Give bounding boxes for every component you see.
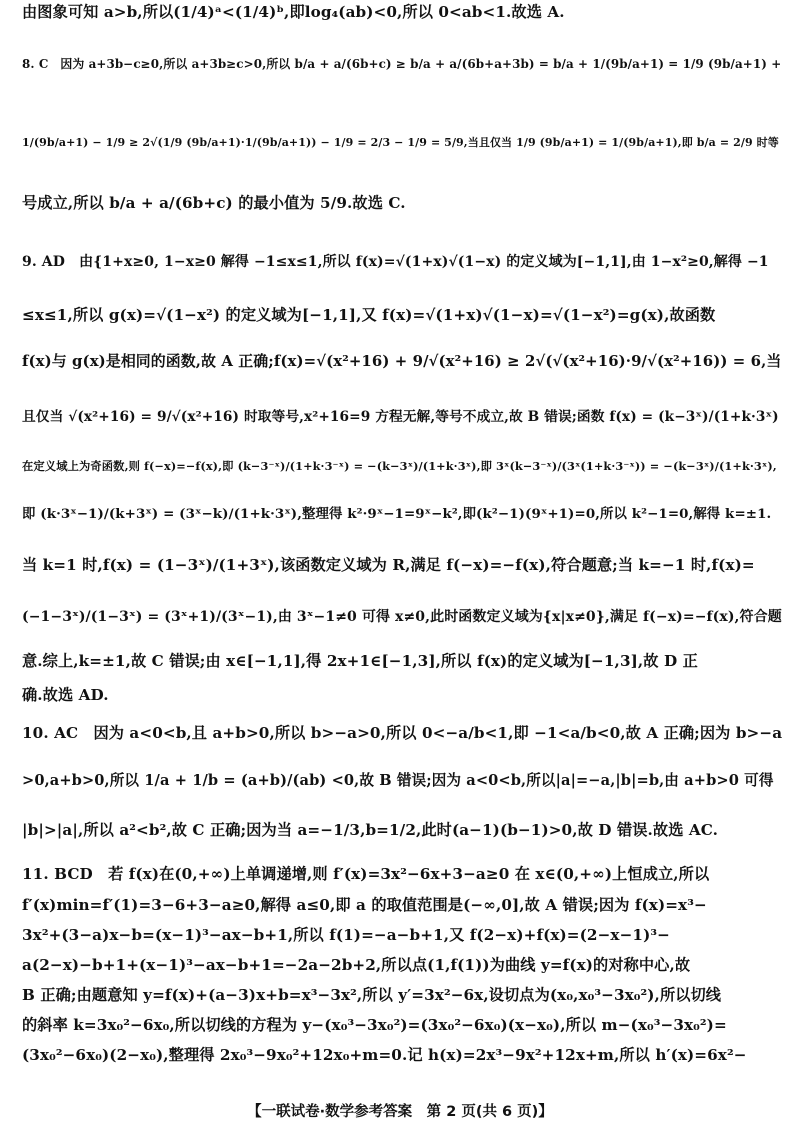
- text-line: 9. AD 由{1+x≥0, 1−x≥0 解得 −1≤x≤1,所以 f(x)=√(1+x)√(1−x) 的定义域为[−1,1],由 1−x²≥0,解得 −1: [22, 254, 769, 270]
- page-footer: 【一联试卷·数学参考答案 第 2 页(共 6 页)】: [247, 1104, 553, 1120]
- text-line: 且仅当 √(x²+16) = 9/√(x²+16) 时取等号,x²+16=9 方程无解,等号不成立,故 B 错误;函数 f(x) = (k−3ˣ)/(1+k·3ˣ): [22, 409, 779, 425]
- text-line: f(x)与 g(x)是相同的函数,故 A 正确;f(x)=√(x²+16) + 9/√(x²+16) ≥ 2√(√(x²+16)·9/√(x²+16)) = 6,当: [22, 352, 782, 370]
- text-line: 当 k=1 时,f(x) = (1−3ˣ)/(1+3ˣ),该函数定义域为 R,满足 f(−x)=−f(x),符合题意;当 k=−1 时,f(x)=: [22, 556, 755, 574]
- text-line: (−1−3ˣ)/(1−3ˣ) = (3ˣ+1)/(3ˣ−1),由 3ˣ−1≠0 可得 x≠0,此时函数定义域为{x|x≠0},满足 f(−x)=−f(x),符合题: [22, 609, 782, 625]
- text-line: 号成立,所以 b/a + a/(6b+c) 的最小值为 5/9.故选 C.: [22, 194, 406, 212]
- text-line: 即 (k·3ˣ−1)/(k+3ˣ) = (3ˣ−k)/(1+k·3ˣ),整理得 k²·9ˣ−1=9ˣ−k²,即(k²−1)(9ˣ+1)=0,所以 k²−1=0,解得 k=±1.: [22, 506, 772, 522]
- text-line: 的斜率 k=3x₀²−6x₀,所以切线的方程为 y−(x₀³−3x₀²)=(3x₀²−6x₀)(x−x₀),所以 m−(x₀³−3x₀²)=: [22, 1016, 727, 1034]
- text-line: 1/(9b/a+1) − 1/9 ≥ 2√(1/9 (9b/a+1)·1/(9b/a+1)) − 1/9 = 2/3 − 1/9 = 5/9,当且仅当 1/9 (9b/a+1) = 1/(9b/a+1),即 b/a = 2/9 时等: [22, 136, 779, 149]
- text-line: 3x²+(3−a)x−b=(x−1)³−ax−b+1,所以 f(1)=−a−b+1,又 f(2−x)+f(x)=(2−x−1)³−: [22, 926, 670, 944]
- text-line: 8. C 因为 a+3b−c≥0,所以 a+3b≥c>0,所以 b/a + a/(6b+c) ≥ b/a + a/(6b+a+3b) = b/a + 1/(9b/a+1) = 1/9 (9b/a+1) +: [22, 57, 782, 71]
- text-line: f′(x)min=f′(1)=3−6+3−a≥0,解得 a≤0,即 a 的取值范围是(−∞,0],故 A 错误;因为 f(x)=x³−: [22, 896, 707, 914]
- text-line: 10. AC 因为 a<0<b,且 a+b>0,所以 b>−a>0,所以 0<−a/b<1,即 −1<a/b<0,故 A 正确;因为 b>−a: [22, 724, 782, 742]
- text-line: a(2−x)−b+1+(x−1)³−ax−b+1=−2a−2b+2,所以点(1,f(1))为曲线 y=f(x)的对称中心,故: [22, 956, 691, 974]
- text-line: B 正确;由题意知 y=f(x)+(a−3)x+b=x³−3x²,所以 y′=3x²−6x,设切点为(x₀,x₀³−3x₀²),所以切线: [22, 986, 722, 1004]
- text-line: 11. BCD 若 f(x)在(0,+∞)上单调递增,则 f′(x)=3x²−6x+3−a≥0 在 x∈(0,+∞)上恒成立,所以: [22, 865, 710, 883]
- text-line: |b|>|a|,所以 a²<b²,故 C 正确;因为当 a=−1/3,b=1/2,此时(a−1)(b−1)>0,故 D 错误.故选 AC.: [22, 821, 719, 839]
- text-line: (3x₀²−6x₀)(2−x₀),整理得 2x₀³−9x₀²+12x₀+m=0.记 h(x)=2x³−9x²+12x+m,所以 h′(x)=6x²−: [22, 1046, 747, 1064]
- text-line: 在定义域上为奇函数,则 f(−x)=−f(x),即 (k−3⁻ˣ)/(1+k·3⁻ˣ) = −(k−3ˣ)/(1+k·3ˣ),即 3ˣ(k−3⁻ˣ)/(3ˣ(1+k·3⁻ˣ)) = −(k−3ˣ)/(1+k·3ˣ),: [22, 459, 777, 473]
- text-line: 由图象可知 a>b,所以(1/4)ᵃ<(1/4)ᵇ,即log₄(ab)<0,所以 0<ab<1.故选 A.: [22, 3, 565, 21]
- text-line: 确.故选 AD.: [22, 686, 109, 704]
- text-line: ≤x≤1,所以 g(x)=√(1−x²) 的定义域为[−1,1],又 f(x)=√(1+x)√(1−x)=√(1−x²)=g(x),故函数: [22, 306, 716, 324]
- text-line: 意.综上,k=±1,故 C 错误;由 x∈[−1,1],得 2x+1∈[−1,3],所以 f(x)的定义域为[−1,3],故 D 正: [22, 652, 698, 670]
- text-line: >0,a+b>0,所以 1/a + 1/b = (a+b)/(ab) <0,故 B 错误;因为 a<0<b,所以|a|=−a,|b|=b,由 a+b>0 可得: [22, 772, 774, 789]
